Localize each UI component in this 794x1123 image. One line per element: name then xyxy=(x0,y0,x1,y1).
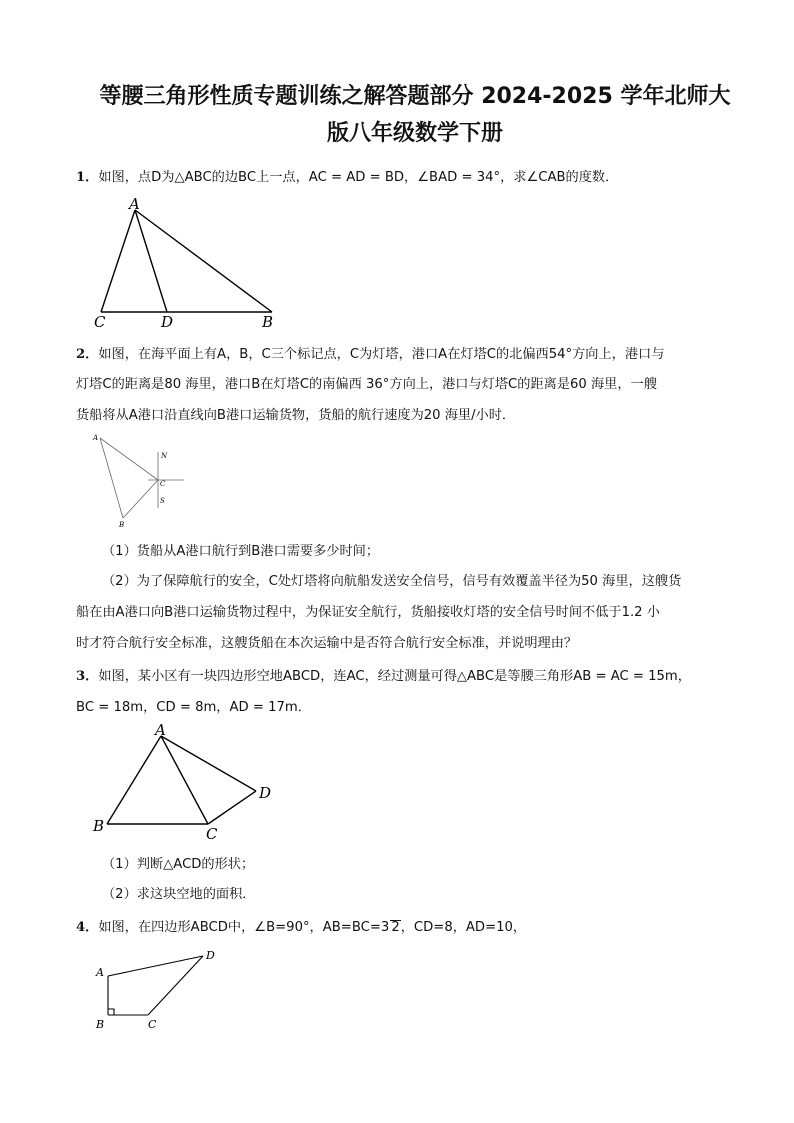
question-3-figure xyxy=(88,722,288,846)
side-ab xyxy=(107,736,161,824)
label-c: C xyxy=(148,1018,157,1031)
question-2-line-2: 灯塔C的距离是80 海里，港口B在灯塔C的南偏西 36°方向上，港口与灯塔C的距离是60 海里，一艘 xyxy=(76,377,657,392)
question-4-line-1-a: 如图，在四边形ABCD中，∠B=90°，AB=BC=3 xyxy=(98,920,390,935)
label-b: B xyxy=(119,521,125,529)
page-title-line-1: 等腰三角形性质专题训练之解答题部分 2024-2025 学年北师大 xyxy=(99,84,731,109)
label-a: A xyxy=(155,721,166,739)
label-c: C xyxy=(160,480,166,488)
question-2-sub-1: （1）货船从A港口航行到B港口需要多少时间； xyxy=(102,544,380,559)
label-a: A xyxy=(96,966,104,979)
label-b: B xyxy=(262,313,274,331)
question-3-sub-1: （1）判断△ACD的形状； xyxy=(102,857,255,872)
question-4-line-1-b: ，CD=8，AD=10， xyxy=(400,920,527,935)
question-4-text xyxy=(76,916,526,935)
question-1-number: 1． xyxy=(76,170,99,185)
label-a: A xyxy=(129,195,140,213)
side-cd xyxy=(208,791,256,824)
label-c: C xyxy=(206,825,218,843)
label-n: N xyxy=(161,452,168,460)
question-3-line-2: BC = 18m，CD = 8m，AD = 17m． xyxy=(76,700,311,715)
question-4-figure xyxy=(90,945,230,1035)
question-2-sub-2-line-2: 船在由A港口向B港口运输货物过程中，为保证安全航行，货船接收灯塔的安全信号时间不低于1.2 小 xyxy=(76,605,660,620)
question-3-sub-2: （2）求这块空地的面积． xyxy=(102,887,256,902)
label-d: D xyxy=(161,313,174,331)
segment-ac xyxy=(100,438,158,480)
question-2-line-3: 货船将从A港口沿直线向B港口运输货物，货船的航行速度为20 海里/小时． xyxy=(76,408,516,423)
segment-bc xyxy=(123,480,158,518)
right-angle-mark xyxy=(108,1009,114,1015)
question-2-number: 2． xyxy=(76,347,99,362)
question-4-number: 4． xyxy=(76,920,99,935)
side-cd xyxy=(148,956,203,1015)
question-3-line-1: 如图，某小区有一块四边形空地ABCD，连AC，经过测量可得△ABC是等腰三角形AB = AC = 15m， xyxy=(98,669,691,684)
segment-ad xyxy=(135,210,167,312)
sqrt-radicand: 2 xyxy=(391,920,400,935)
side-ad xyxy=(108,956,203,976)
side-ac xyxy=(101,210,135,312)
segment-ab xyxy=(100,438,123,518)
question-2-sub-2-line-3: 时才符合航行安全标准，这艘货船在本次运输中是否符合航行安全标准，并说明理由？ xyxy=(76,636,578,651)
label-a: A xyxy=(93,434,99,442)
page-title-line-2: 版八年级数学下册 xyxy=(326,121,503,146)
question-3-number: 3． xyxy=(76,669,99,684)
question-3-text xyxy=(76,665,691,684)
label-c: C xyxy=(94,313,106,331)
label-d: D xyxy=(206,949,215,962)
question-2-line-1: 如图，在海平面上有A，B，C三个标记点，C为灯塔，港口A在灯塔C的北偏西54°方向上，港口与 xyxy=(98,347,665,362)
question-2-sub-2-line-1: （2）为了保障航行的安全，C处灯塔将向航船发送安全信号，信号有效覆盖半径为50 海里，这艘货 xyxy=(102,574,682,589)
label-d: D xyxy=(259,784,272,802)
label-s: S xyxy=(160,497,165,505)
question-2-text xyxy=(76,343,664,362)
question-1-line-1: 如图，点D为△ABC的边BC上一点，AC = AD = BD，∠BAD = 34°，求∠CAB的度数． xyxy=(98,170,619,185)
question-2-figure xyxy=(90,430,190,530)
label-b: B xyxy=(96,1018,105,1031)
question-1-text xyxy=(76,166,618,185)
label-b: B xyxy=(93,817,105,835)
question-1-figure xyxy=(86,196,286,332)
side-ab xyxy=(135,210,272,312)
